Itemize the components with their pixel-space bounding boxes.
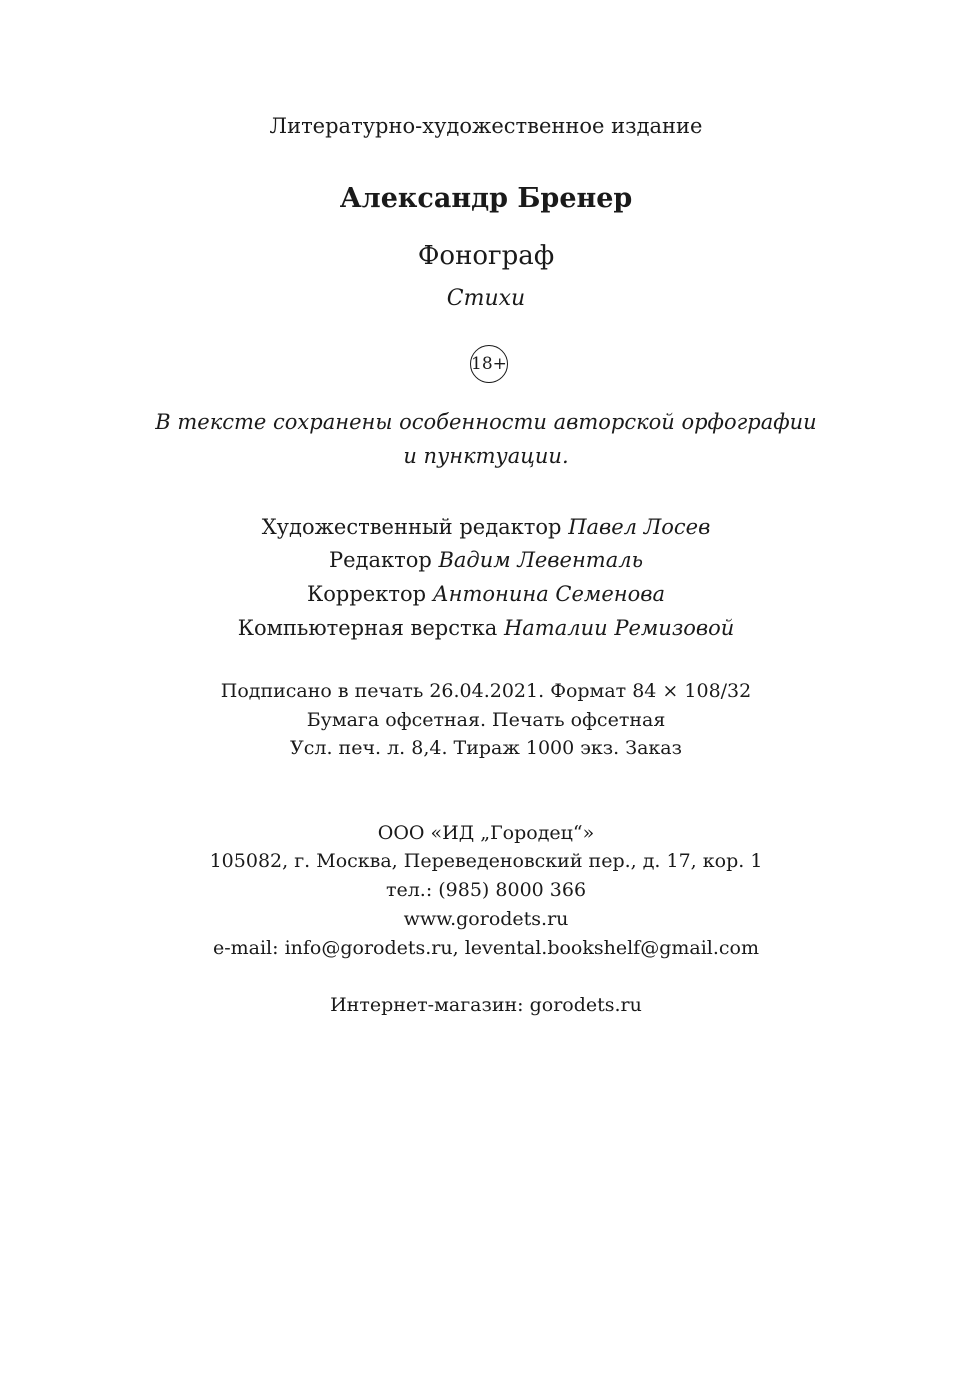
credit-name: Павел Лосев: [568, 515, 711, 539]
age-rating-badge: 18+: [470, 345, 508, 383]
book-title: Фонограф: [417, 241, 555, 271]
orthography-note-line-1: В тексте сохранены особенности авторской орфографии: [155, 410, 817, 434]
orthography-note-line-2: и пунктуации.: [403, 444, 569, 468]
credit-name: Вадим Левенталь: [438, 548, 644, 572]
credit-role: Корректор: [307, 582, 427, 606]
credit-role: Художественный редактор: [261, 515, 562, 539]
print-info-line-2: Бумага офсетная. Печать офсетная: [306, 709, 666, 731]
credit-art-editor: [0, 515, 972, 539]
publisher-phone: тел.: (985) 8000 366: [385, 879, 587, 901]
publisher-email: e-mail: info@gorodets.ru, levental.bookshelf@gmail.com: [212, 937, 760, 959]
print-info-line-1: Подписано в печать 26.04.2021. Формат 84 × 108/32: [220, 680, 752, 702]
credit-layout: [0, 616, 972, 640]
publisher-website: www.gorodets.ru: [403, 908, 569, 930]
print-info-line-3: Усл. печ. л. 8,4. Тираж 1000 экз. Заказ: [290, 737, 682, 759]
credit-name: Наталии Ремизовой: [503, 616, 735, 640]
genre-label: Стихи: [446, 286, 526, 311]
online-shop: Интернет-магазин: gorodets.ru: [330, 994, 642, 1016]
credit-proofreader: [0, 582, 972, 606]
publisher-name: ООО «ИД „Городец“»: [377, 822, 595, 844]
author-name: Александр Бренер: [339, 183, 633, 214]
credit-role: Редактор: [328, 548, 432, 572]
publisher-address: 105082, г. Москва, Переведеновский пер., д. 17, кор. 1: [209, 850, 763, 872]
credit-editor: [0, 548, 972, 572]
credit-role: Компьютерная верстка: [237, 616, 498, 640]
credit-name: Антонина Семенова: [432, 582, 665, 606]
edition-type: Литературно-художественное издание: [269, 114, 703, 138]
